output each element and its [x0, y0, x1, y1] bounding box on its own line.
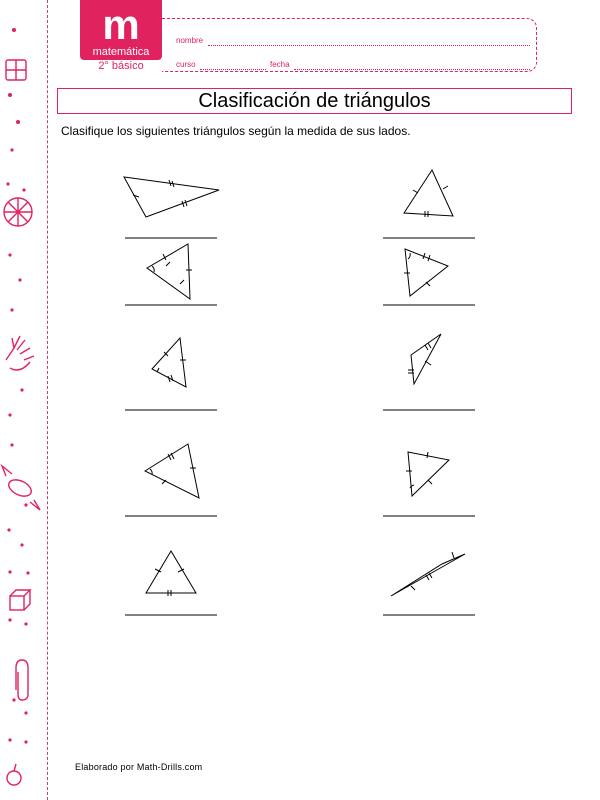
triangle-5 — [152, 338, 186, 387]
page-title: Clasificación de triángulos — [198, 90, 431, 112]
triangle-6 — [408, 334, 441, 384]
logo-letter: m — [102, 1, 140, 48]
course-label: curso — [176, 60, 196, 69]
triangle-2 — [404, 170, 453, 217]
triangle-3 — [147, 244, 192, 299]
triangle-10 — [391, 552, 465, 596]
triangle-4 — [404, 249, 448, 296]
grade-label: 2° básico — [98, 60, 144, 72]
footer-credit: Elaborado por Math-Drills.com — [75, 762, 203, 772]
logo-subject: matemática — [92, 46, 150, 58]
triangle-7 — [145, 444, 199, 498]
date-label: fecha — [270, 60, 290, 69]
triangle-8 — [406, 452, 449, 496]
instructions: Clasifique los siguientes triángulos según la medida de sus lados. — [61, 124, 411, 138]
triangle-1 — [124, 177, 219, 217]
name-label: nombre — [176, 36, 204, 45]
triangle-9 — [146, 551, 196, 596]
